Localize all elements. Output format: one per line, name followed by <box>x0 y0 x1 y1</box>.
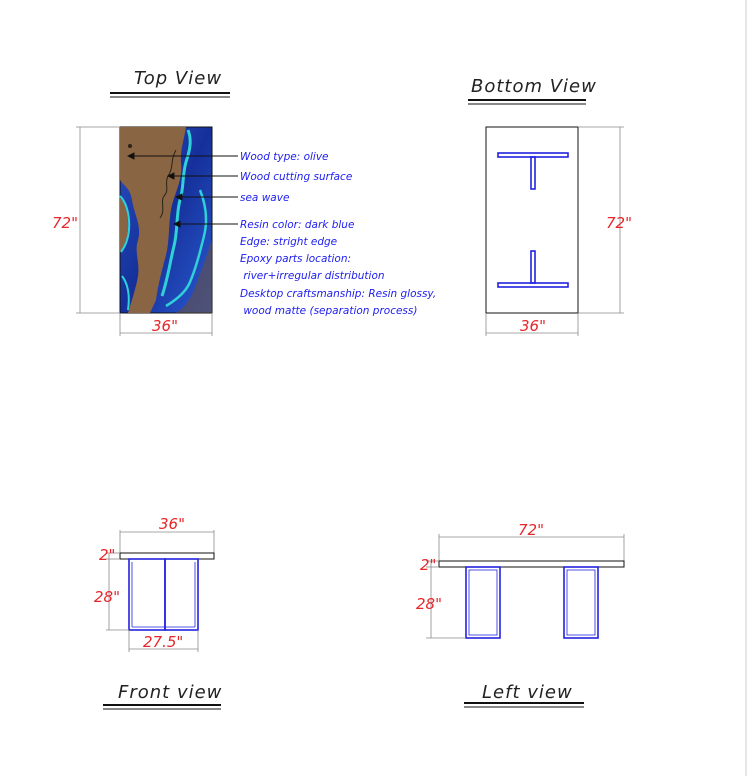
note-craftsmanship-cont: wood matte (separation process) <box>240 305 418 317</box>
top-length-label: 72" <box>52 214 78 232</box>
left-leg-1-inner <box>469 570 497 635</box>
bottom-base-bar-bottom <box>498 283 568 287</box>
top-view-title: Top View <box>134 68 223 89</box>
front-width-label: 36" <box>159 515 185 533</box>
left-height-label: 28" <box>416 595 442 613</box>
bottom-base-stem-top <box>531 157 535 189</box>
bottom-view <box>468 76 632 336</box>
note-sea-wave: sea wave <box>240 192 290 204</box>
note-wood-surface: Wood cutting surface <box>240 171 353 183</box>
note-resin-color: Resin color: dark blue <box>240 219 355 231</box>
bottom-length-label: 72" <box>606 214 632 232</box>
top-view <box>52 68 436 336</box>
note-craftsmanship: Desktop craftsmanship: Resin glossy, <box>240 288 437 300</box>
bottom-view-title: Bottom View <box>471 76 597 97</box>
front-height-label: 28" <box>94 588 120 606</box>
front-leg-left <box>129 559 165 630</box>
left-view <box>416 521 624 707</box>
front-base-label: 27.5" <box>143 633 184 651</box>
bottom-width-label: 36" <box>520 317 546 335</box>
front-thickness-label: 2" <box>99 546 116 564</box>
front-tabletop <box>120 553 214 559</box>
left-length-label: 72" <box>518 521 544 539</box>
note-epoxy-location: Epoxy parts location: <box>240 253 352 265</box>
wood-knot <box>128 144 132 148</box>
front-leg-right <box>165 559 198 630</box>
top-width-label: 36" <box>152 317 178 335</box>
note-epoxy-distribution: river+irregular distribution <box>240 270 385 282</box>
annotation-notes <box>240 151 436 317</box>
left-tabletop <box>439 561 624 567</box>
bottom-base-stem-bottom <box>531 251 535 283</box>
left-leg-1 <box>466 567 500 638</box>
front-view <box>94 515 222 709</box>
front-view-title: Front view <box>118 682 223 703</box>
left-thickness-label: 2" <box>420 556 437 574</box>
left-view-title: Left view <box>482 682 573 703</box>
note-wood-type: Wood type: olive <box>240 151 329 163</box>
left-leg-2-inner <box>567 570 595 635</box>
left-leg-2 <box>564 567 598 638</box>
note-edge: Edge: stright edge <box>240 236 338 248</box>
bottom-table-outline <box>486 127 578 313</box>
